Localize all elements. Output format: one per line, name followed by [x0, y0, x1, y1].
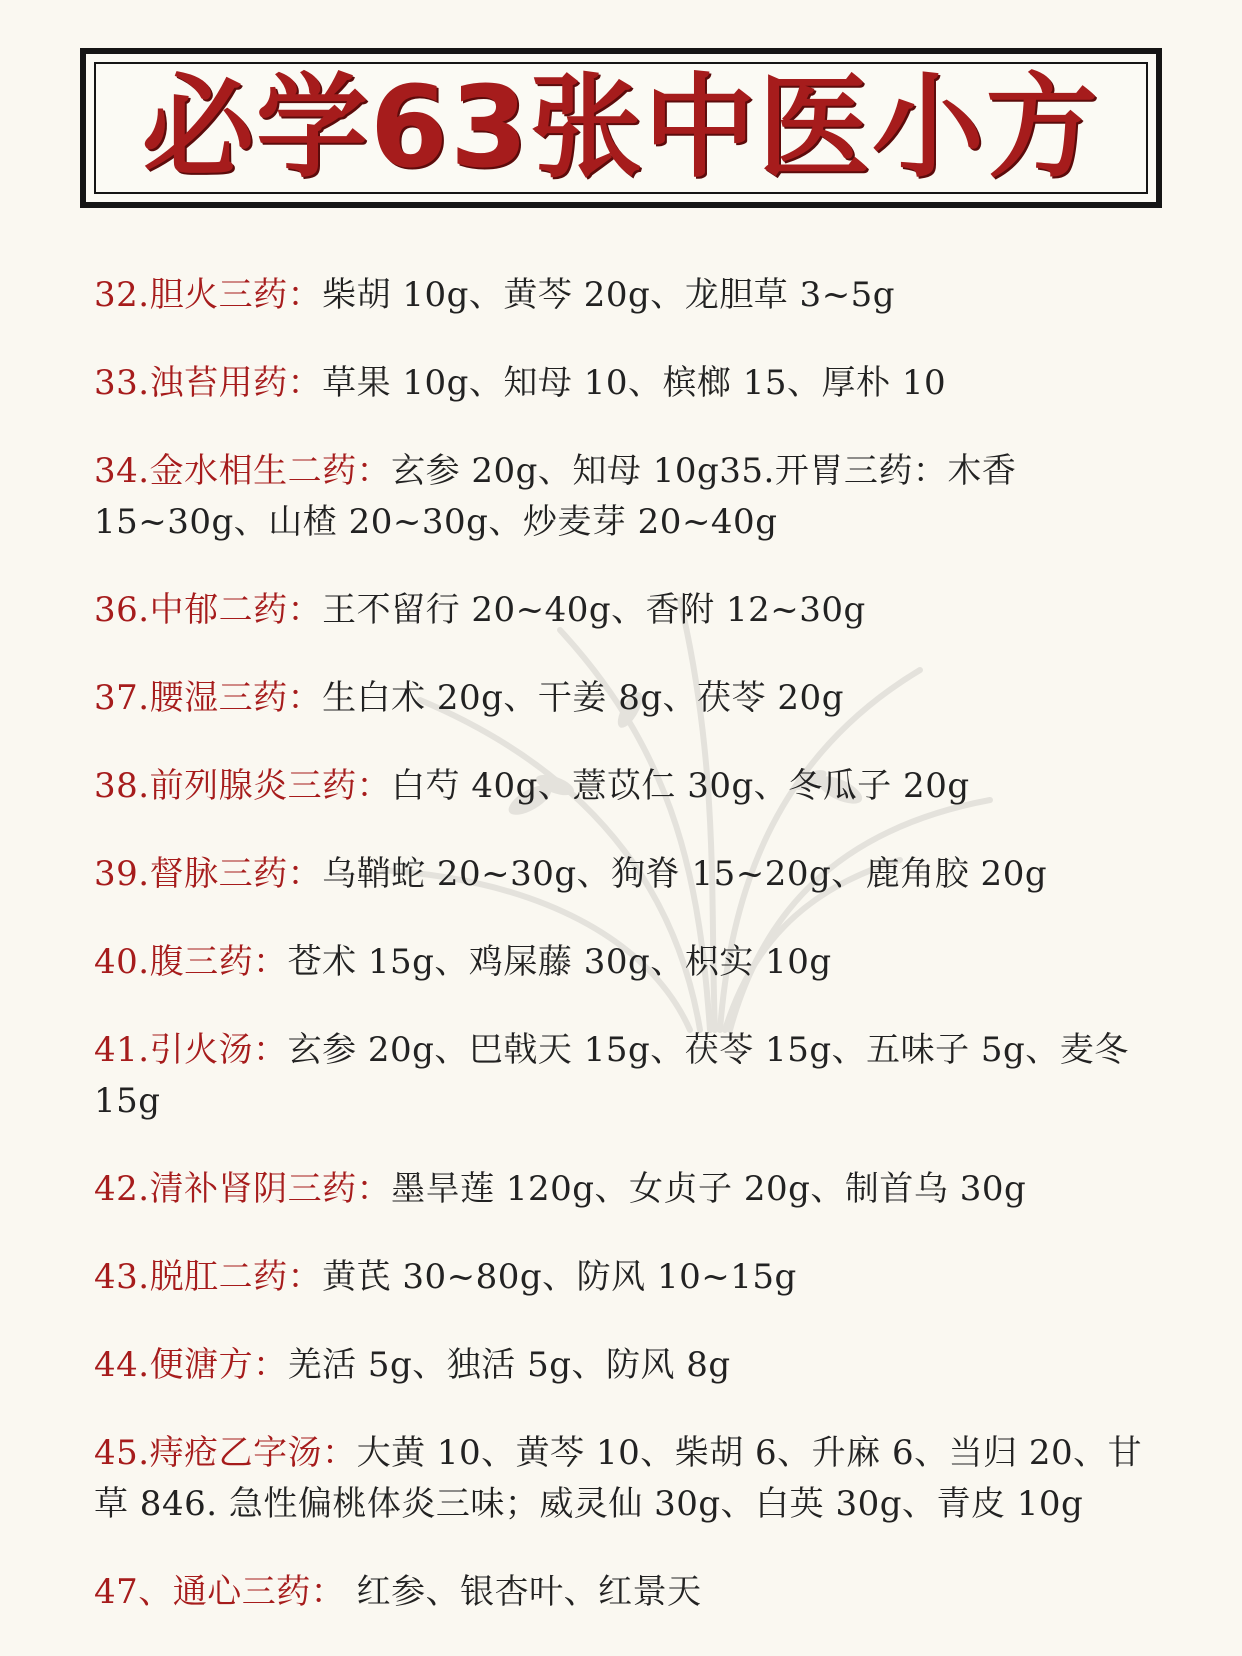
- entry-ingredients: 王不留行 20~40g、香附 12~30g: [322, 590, 866, 630]
- list-item: [94, 849, 1154, 900]
- list-item: [94, 446, 1154, 548]
- entry-heading: 37.腰湿三药：: [94, 678, 323, 718]
- entry-ingredients: 黄芪 30~80g、防风 10~15g: [322, 1257, 797, 1297]
- list-item: [94, 1340, 1154, 1391]
- page-title: 必学63张中医小方: [142, 63, 1100, 193]
- entry-heading: 42.清补肾阴三药：: [94, 1169, 392, 1209]
- list-item: [94, 1252, 1154, 1303]
- entry-heading: 36.中郁二药：: [94, 590, 323, 630]
- entry-heading: 39.督脉三药：: [94, 854, 323, 894]
- entry-ingredients: 玄参 20g、巴戟天 15g、茯苓 15g、五味子 5g、麦冬 15g: [94, 1030, 1129, 1121]
- prescription-list: [94, 270, 1154, 1655]
- list-item: [94, 1428, 1154, 1530]
- list-item: [94, 585, 1154, 636]
- entry-ingredients: 苍术 15g、鸡屎藤 30g、枳实 10g: [287, 942, 832, 982]
- list-item: [94, 1025, 1154, 1127]
- entry-ingredients: 乌鞘蛇 20~30g、狗脊 15~20g、鹿角胶 20g: [322, 854, 1048, 894]
- entry-ingredients: 草果 10g、知母 10、槟榔 15、厚朴 10: [322, 363, 947, 403]
- entry-ingredients: 红参、银杏叶、红景天: [345, 1572, 702, 1612]
- entry-heading: 32.胆火三药：: [94, 275, 323, 315]
- entry-heading: 41.引火汤：: [94, 1030, 288, 1070]
- entry-heading: 33.浊苔用药：: [94, 363, 323, 403]
- entry-heading: 44.便溏方：: [94, 1345, 288, 1385]
- entry-heading: 34.金水相生二药：: [94, 451, 392, 491]
- list-item: [94, 1567, 1154, 1618]
- entry-ingredients: 羌活 5g、独活 5g、防风 8g: [287, 1345, 731, 1385]
- entry-heading: 47、通心三药：: [94, 1572, 346, 1612]
- entry-ingredients: 白芍 40g、薏苡仁 30g、冬瓜子 20g: [391, 766, 970, 806]
- entry-ingredients: 生白术 20g、干姜 8g、茯苓 20g: [322, 678, 844, 718]
- list-item: [94, 1164, 1154, 1215]
- entry-ingredients: 柴胡 10g、黄芩 20g、龙胆草 3~5g: [322, 275, 896, 315]
- entry-ingredients: 墨旱莲 120g、女贞子 20g、制首乌 30g: [391, 1169, 1027, 1209]
- list-item: [94, 270, 1154, 321]
- entry-ingredients: 大黄 10、黄芩 10、柴胡 6、升麻 6、当归 20、甘草 846. 急性偏桃体炎三味；威灵仙 30g、白英 30g、青皮 10g: [94, 1433, 1143, 1524]
- title-frame: [80, 48, 1162, 208]
- entry-heading: 40.腹三药：: [94, 942, 288, 982]
- list-item: [94, 937, 1154, 988]
- entry-heading: 45.痔疮乙字汤：: [94, 1433, 357, 1473]
- list-item: [94, 761, 1154, 812]
- list-item: [94, 673, 1154, 724]
- entry-heading: 43.脱肛二药：: [94, 1257, 323, 1297]
- list-item: [94, 358, 1154, 409]
- entry-heading: 38.前列腺炎三药：: [94, 766, 392, 806]
- entry-ingredients: 玄参 20g、知母 10g35.开胃三药：木香 15~30g、山楂 20~30g、炒麦芽 20~40g: [94, 451, 1017, 542]
